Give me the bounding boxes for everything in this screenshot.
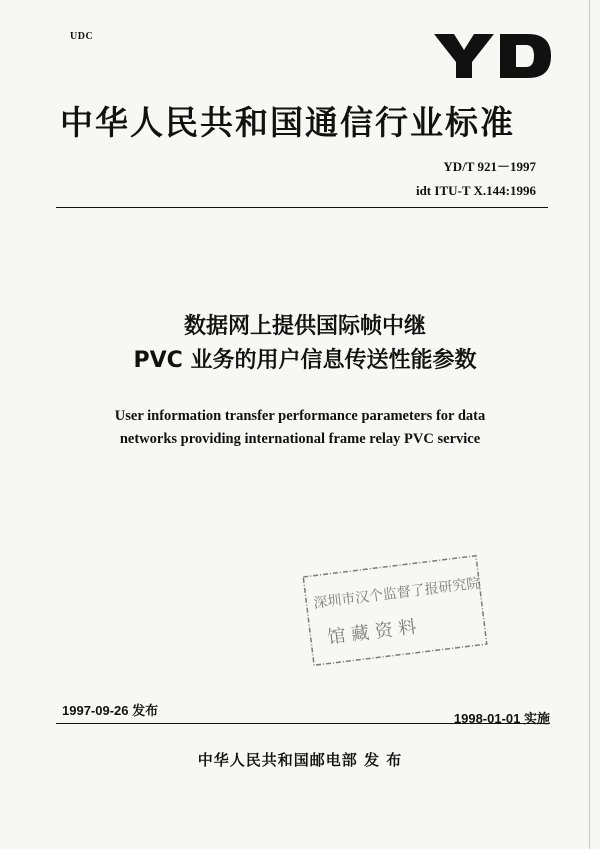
publisher: 中华人民共和国邮电部 发 布: [197, 751, 403, 769]
english-title-line-1: User information transfer performance parameters for data: [114, 408, 486, 424]
english-title: [60, 405, 540, 451]
bottom-divider: [56, 723, 546, 724]
udc-label: UDC: [70, 31, 94, 42]
yd-logo: [430, 30, 555, 82]
org-title: 中华人民共和国通信行业标准: [60, 103, 515, 142]
issue-date: 1997-09-26 发布: [62, 703, 159, 718]
chinese-title-line-1: 数据网上提供国际帧中继: [183, 314, 426, 339]
standard-equivalence: idt ITU-T X.144:1996: [415, 183, 536, 198]
stamp-line-1: 深圳市汉个监督了报研究院: [312, 575, 482, 612]
scan-edge: [589, 0, 590, 849]
standard-code-block: [416, 155, 536, 203]
library-stamp: [300, 552, 490, 668]
effective-date: 1998-01-01 实施: [453, 711, 550, 726]
top-divider: [56, 207, 548, 208]
chinese-title-line-2: PVC 业务的用户信息传送性能参数: [133, 348, 477, 373]
stamp-line-2: 馆 藏 资 料: [326, 616, 418, 649]
english-title-line-2: networks providing international frame relay PVC service: [119, 431, 481, 447]
standard-number: YD/T 921－1997: [443, 159, 536, 174]
chinese-title: [40, 310, 570, 378]
